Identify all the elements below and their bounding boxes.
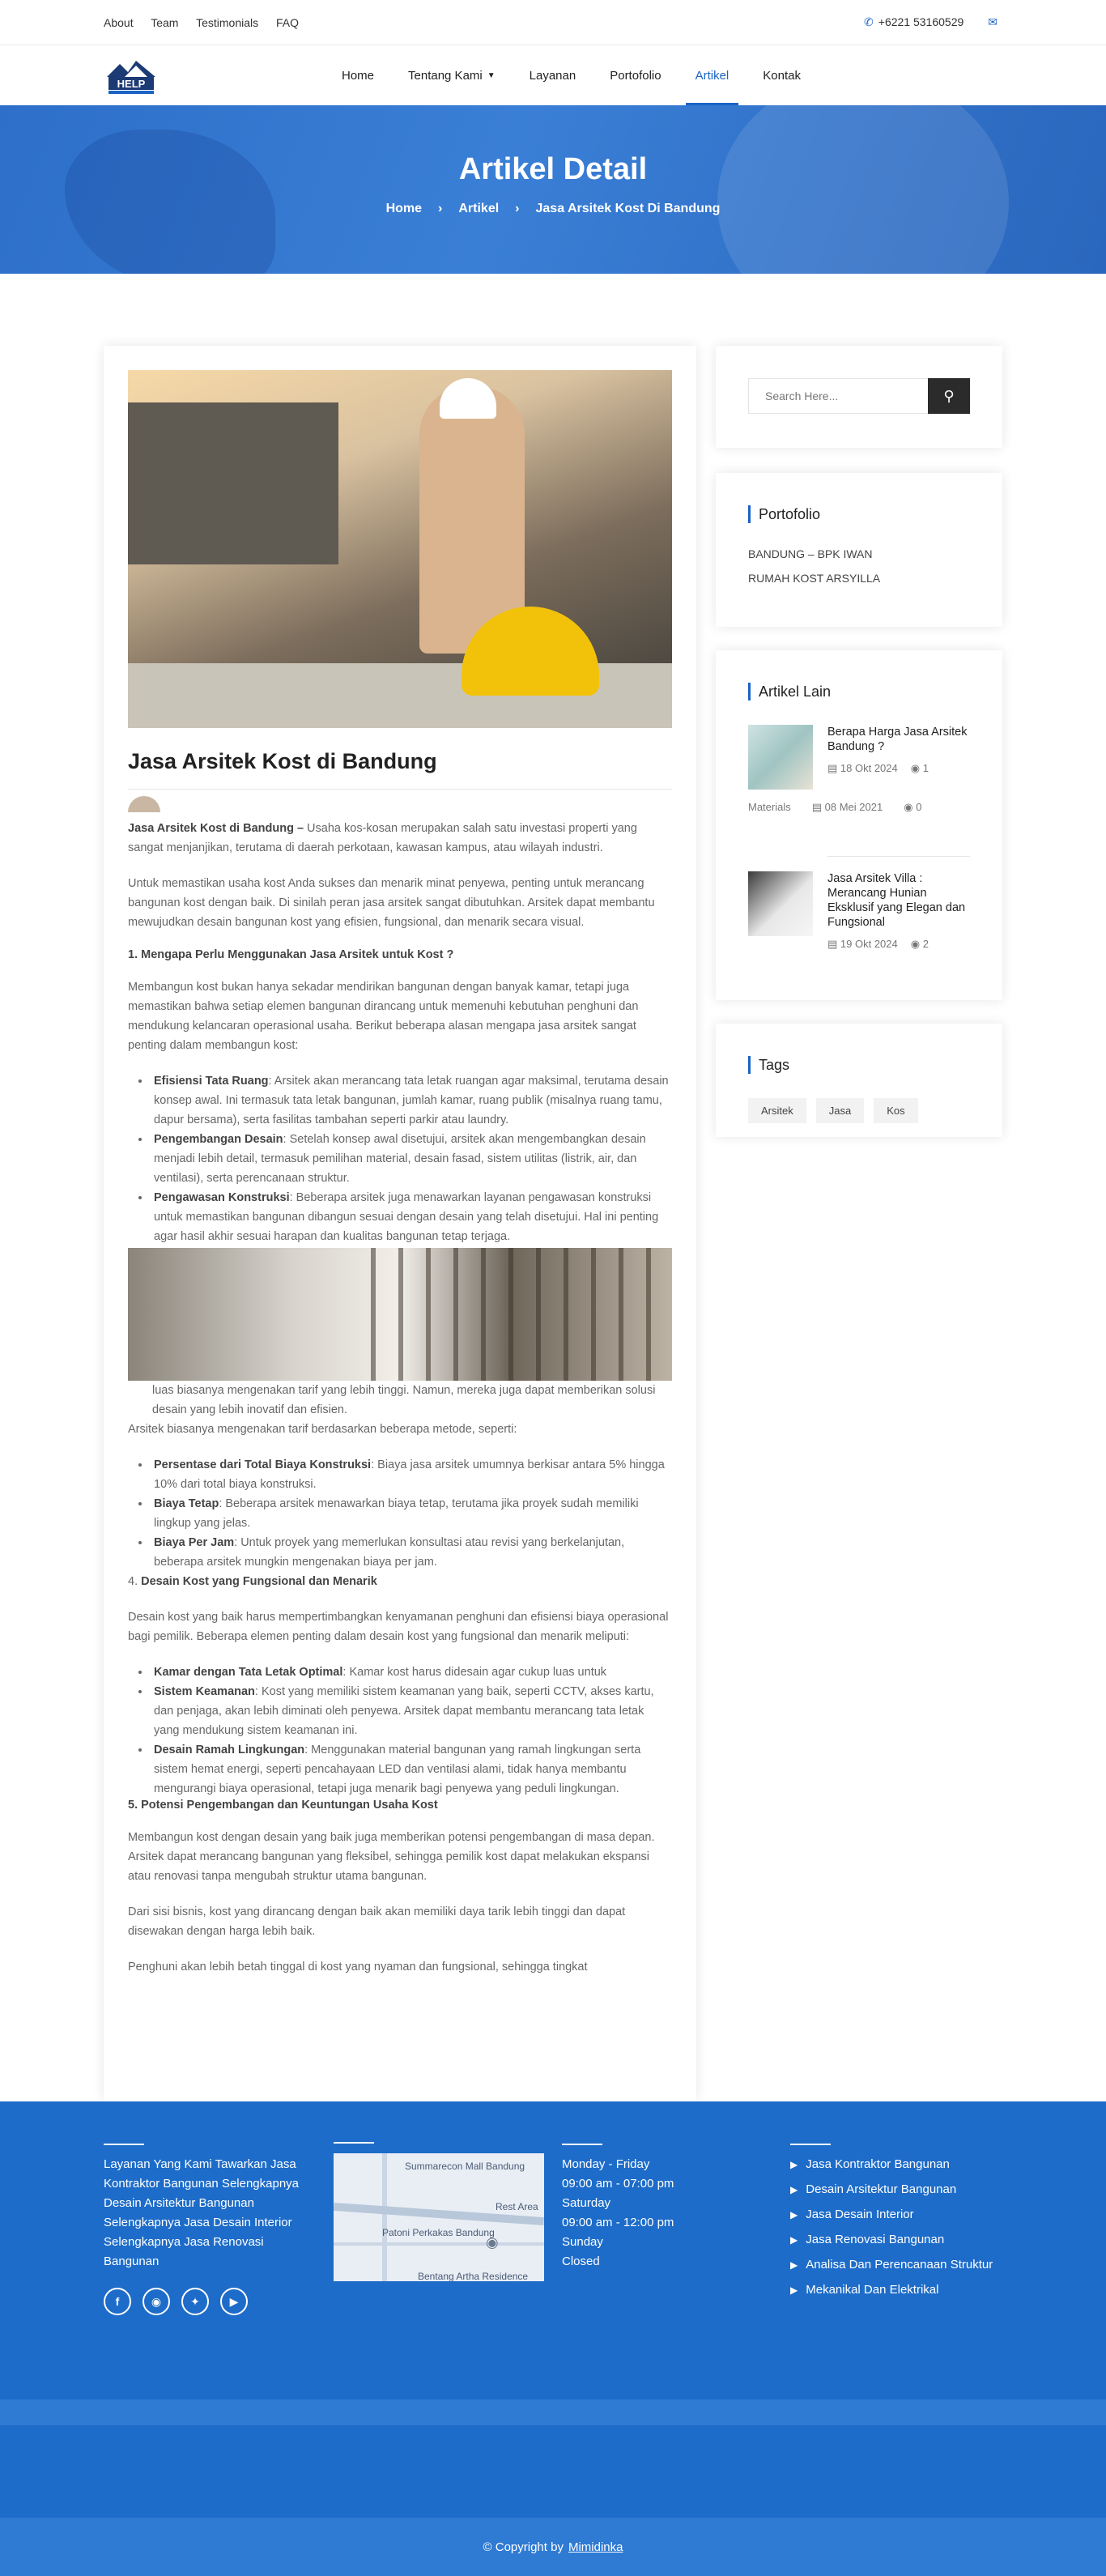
eye-icon: ◉ xyxy=(904,801,917,813)
chevron-right-icon: ▶ xyxy=(790,2184,798,2195)
service-label: Mekanikal Dan Elektrikal xyxy=(806,2283,939,2297)
view-count xyxy=(911,762,929,775)
nav-tentang-kami-label: Tentang Kami xyxy=(408,68,483,83)
article-card xyxy=(104,346,696,2101)
list-item-bold: Desain Ramah Lingkungan xyxy=(154,1744,305,1756)
related-article-title[interactable]: Jasa Arsitek Villa : Merancang Hunian Eksklusif yang Elegan dan Fungsional xyxy=(827,872,966,929)
footer-hours xyxy=(562,2155,674,2272)
list-item xyxy=(151,1740,672,1799)
service-label: Desain Arsitektur Bangunan xyxy=(806,2182,957,2196)
main-nav xyxy=(342,45,801,105)
footer-map xyxy=(334,2153,544,2281)
map-pin-icon: ◉ xyxy=(486,2234,499,2250)
map-label: Rest Area xyxy=(496,2201,538,2212)
social-links xyxy=(104,2288,314,2315)
company-logo[interactable] xyxy=(104,56,159,95)
nav-tentang-kami[interactable] xyxy=(408,45,496,105)
list-item-text: : Biaya jasa arsitek umumnya berkisar antara 5% hingga 10% dari total biaya konstruksi. xyxy=(154,1458,665,1491)
divider xyxy=(104,2144,144,2145)
related-article[interactable] xyxy=(748,725,970,790)
design-list xyxy=(151,1663,672,1799)
article-paragraph: Penghuni akan lebih betah tinggal di kost yang nyaman dan fungsional, sehingga tingkat xyxy=(128,1961,588,1974)
top-link-about[interactable]: About xyxy=(104,15,134,29)
chevron-right-icon: ▶ xyxy=(790,2234,798,2246)
footer-band xyxy=(0,2399,1106,2425)
nav-home[interactable]: Home xyxy=(342,68,375,83)
tag[interactable]: Arsitek xyxy=(748,1098,806,1123)
map-label: Summarecon Mall Bandung xyxy=(405,2161,525,2172)
phone-number: +6221 53160529 xyxy=(878,15,964,28)
hours-line: Monday - Friday xyxy=(562,2157,650,2171)
list-item xyxy=(151,1455,672,1494)
portfolio-widget xyxy=(716,473,1002,627)
service-label: Jasa Renovasi Bangunan xyxy=(806,2233,945,2246)
article-inline-image xyxy=(128,1248,672,1381)
calendar-icon: ▤ xyxy=(827,938,840,950)
article-paragraph: Untuk memastikan usaha kost Anda sukses dan menarik minat penyewa, penting untuk merancang bangunan kost dengan baik. Di sinilah peran jasa arsitek sangat dibutuhkan. Arsitek dapat membantu mewujudkan desain bangunan kost yang efisien, fungsional, dan menarik secara visual. xyxy=(128,877,655,929)
list-item xyxy=(151,1663,672,1682)
chevron-down-icon: ▼ xyxy=(487,70,496,80)
section-heading: 5. Potensi Pengembangan dan Keuntungan Usaha Kost xyxy=(128,1799,438,1812)
list-item-text: : Kamar kost harus didesain agar cukup luas untuk xyxy=(342,1666,607,1679)
map-label: Patoni Perkakas Bandung xyxy=(382,2227,495,2238)
breadcrumb xyxy=(0,202,1106,216)
list-item-bold: Kamar dengan Tata Letak Optimal xyxy=(154,1666,343,1679)
twitter-icon[interactable]: ✦ xyxy=(181,2288,209,2315)
instagram-icon[interactable]: ◉ xyxy=(143,2288,170,2315)
chevron-right-icon: › xyxy=(515,202,520,215)
list-item-text: : Kost yang memiliki sistem keamanan yang baik, seperti CCTV, akses kartu, dan penjaga, akan lebih diminati oleh penyewa. Arsitek dapat membantu merancang tata letak yang mendukung sistem keamanan ini. xyxy=(154,1685,654,1737)
nav-layanan[interactable]: Layanan xyxy=(529,68,576,83)
nav-portofolio[interactable]: Portofolio xyxy=(610,68,661,83)
divider xyxy=(790,2144,831,2145)
list-item xyxy=(151,1188,672,1246)
tag[interactable]: Jasa xyxy=(816,1098,864,1123)
eye-icon: ◉ xyxy=(910,762,923,774)
portfolio-link[interactable]: BANDUNG – BPK IWAN xyxy=(748,547,873,560)
calendar-icon: ▤ xyxy=(811,801,825,813)
list-item-text: : Setelah konsep awal disetujui, arsitek akan mengembangkan desain menjadi lebih detail, termasuk pemilihan material, desain fasad, sistem utilitas (listrik, air, dan ventilasi), serta perencanaan struktur. xyxy=(154,1133,646,1185)
post-date xyxy=(827,938,898,951)
portfolio-link[interactable]: RUMAH KOST ARSYILLA xyxy=(748,572,881,585)
article-paragraph: Arsitek biasanya mengenakan tarif berdasarkan beberapa metode, seperti: xyxy=(128,1423,517,1436)
article-paragraph: luas biasanya mengenakan tarif yang lebih tinggi. Namun, mereka juga dapat memberikan solusi desain yang lebih inovatif dan efisien. xyxy=(152,1384,656,1416)
list-item xyxy=(151,1533,672,1572)
footer-service-link[interactable] xyxy=(790,2230,993,2250)
list-item-bold: Sistem Keamanan xyxy=(154,1685,255,1698)
footer-services xyxy=(790,2155,993,2306)
list-item-text: : Untuk proyek yang memerlukan konsultasi atau revisi yang berkelanjutan, beberapa arsitek mungkin mengenakan biaya per jam. xyxy=(154,1536,625,1569)
post-date xyxy=(827,762,898,775)
related-article[interactable] xyxy=(748,871,970,951)
facebook-icon[interactable]: f xyxy=(104,2288,131,2315)
main-navbar xyxy=(0,45,1106,105)
breadcrumb-home[interactable]: Home xyxy=(385,202,423,215)
top-link-testimonials[interactable]: Testimonials xyxy=(196,15,259,29)
divider xyxy=(562,2144,602,2145)
article-hero-image xyxy=(128,370,672,728)
tag[interactable]: Kos xyxy=(874,1098,917,1123)
fee-list xyxy=(151,1455,672,1572)
map-label: Bentang Artha Residence xyxy=(418,2271,529,2281)
reasons-list xyxy=(151,1071,672,1246)
view-count xyxy=(911,938,929,951)
search-icon: ⚲ xyxy=(943,387,955,404)
tags-widget xyxy=(716,1024,1002,1137)
list-item-text: : Menggunakan material bangunan yang ramah lingkungan serta sistem hemat energi, seperti pencahayaan LED dan ventilasi alami, tidak hanya membantu mengurangi biaya operasional, tetapi juga menarik bagi penyewa yang peduli lingkungan. xyxy=(154,1744,641,1795)
mail-icon[interactable]: ✉ xyxy=(988,15,998,28)
author-avatar xyxy=(128,796,160,812)
footer-service-link[interactable] xyxy=(790,2205,993,2225)
section-heading-text: Desain Kost yang Fungsional dan Menarik xyxy=(141,1575,377,1588)
top-links xyxy=(104,16,313,29)
article-thumbnail[interactable] xyxy=(748,871,813,936)
list-item xyxy=(151,1130,672,1188)
article-paragraph: Desain kost yang baik harus mempertimbangkan kenyamanan penghuni dan efisiensi biaya operasional bagi pemilik. Beberapa elemen penting dalam desain kost yang fungsional dan menarik meliputi: xyxy=(128,1611,669,1643)
page-title: Artikel Detail xyxy=(458,152,648,186)
chevron-right-icon: ▶ xyxy=(790,2284,798,2296)
list-item-text: : Arsitek akan merancang tata letak ruangan agar maksimal, terutama desain konsep awal. Ini termasuk tata letak bangunan, jumlah kamar, ruang publik (misalnya ruang tamu, dapur bersama), serta fasilitas tambahan seperti parkir atau laundry. xyxy=(154,1075,669,1126)
copyright-link[interactable]: Mimidinka xyxy=(568,2540,623,2554)
footer-about-text: Layanan Yang Kami Tawarkan Jasa Kontraktor Bangunan Selengkapnya Desain Arsitektur Bangunan Selengkapnya Jasa Desain Interior Selengkapnya Jasa Renovasi Bangunan xyxy=(104,2157,300,2268)
list-item xyxy=(151,1682,672,1740)
footer-service-link[interactable] xyxy=(790,2155,993,2174)
eye-icon: ◉ xyxy=(910,938,923,950)
article-thumbnail[interactable] xyxy=(748,725,813,790)
calendar-icon: ▤ xyxy=(827,762,840,774)
intro-text: Usaha kos-kosan merupakan salah satu investasi properti yang sangat menjanjikan, terutama di daerah perkotaan, kawasan kampus, atau wilayah industri. xyxy=(128,822,637,854)
copyright-text: © Copyright by xyxy=(483,2540,564,2554)
search-widget xyxy=(716,346,1002,448)
search-button[interactable] xyxy=(928,378,970,414)
service-label: Jasa Kontraktor Bangunan xyxy=(806,2157,950,2171)
breadcrumb-current: Jasa Arsitek Kost Di Bandung xyxy=(535,202,721,215)
top-link-faq[interactable]: FAQ xyxy=(276,15,300,29)
article-intro xyxy=(128,819,672,858)
article-paragraph: Membangun kost bukan hanya sekadar mendirikan bangunan dengan banyak kamar, tetapi juga memastikan bahwa setiap elemen bangunan dirancang untuk memenuhi kebutuhan penghuni dan mendukung kelancaran operasional usaha. Berikut beberapa alasan mengapa jasa arsitek sangat penting dalam membangun kost: xyxy=(128,981,639,1052)
chevron-right-icon: ▶ xyxy=(790,2259,798,2271)
hours-line: Sunday xyxy=(562,2235,603,2249)
widget-title: Portofolio xyxy=(748,505,970,523)
post-date xyxy=(812,801,883,814)
list-item-text: : Beberapa arsitek juga menawarkan layanan pengawasan konstruksi untuk memastikan bangunan dibangun sesuai dengan desain yang telah disetujui. Hal ini penting agar hasil akhir sesuai harapan dan kualitas bangunan tetap terjaga. xyxy=(154,1191,659,1243)
page-hero xyxy=(0,105,1106,274)
service-label: Jasa Desain Interior xyxy=(806,2208,914,2221)
list-item-bold: Pengembangan Desain xyxy=(154,1133,283,1146)
post-date-text: 19 Okt 2024 xyxy=(840,938,898,950)
search-input[interactable]: Search Here... xyxy=(748,378,928,414)
nav-artikel[interactable]: Artikel xyxy=(696,45,730,105)
top-bar xyxy=(0,0,1106,45)
list-item-bold: Biaya Tetap xyxy=(154,1497,219,1510)
related-articles-widget xyxy=(716,650,1002,1000)
article-paragraph: Dari sisi bisnis, kost yang dirancang dengan baik akan memiliki daya tarik lebih tinggi dan dapat disewakan dengan harga lebih baik. xyxy=(128,1905,626,1938)
post-date-text: 18 Okt 2024 xyxy=(840,762,898,774)
phone-link[interactable] xyxy=(864,15,963,29)
view-count-text: 2 xyxy=(922,938,929,950)
chevron-right-icon: ▶ xyxy=(790,2159,798,2170)
widget-title: Tags xyxy=(748,1056,970,1074)
footer-service-link[interactable] xyxy=(790,2280,993,2300)
materials-row xyxy=(748,801,970,814)
widget-title: Artikel Lain xyxy=(748,683,970,700)
list-item xyxy=(151,1071,672,1130)
hours-line: Saturday xyxy=(562,2196,611,2210)
footer-service-link[interactable] xyxy=(790,2180,993,2199)
top-link-team[interactable]: Team xyxy=(151,15,179,29)
post-date-text: 08 Mei 2021 xyxy=(824,801,883,813)
list-item xyxy=(151,1494,672,1533)
article-meta xyxy=(827,762,970,775)
hours-line: 09:00 am - 07:00 pm xyxy=(562,2177,674,2191)
materials-label[interactable]: Materials xyxy=(748,801,791,813)
divider xyxy=(827,856,970,857)
section-number: 4. xyxy=(128,1575,142,1588)
hours-line: 09:00 am - 12:00 pm xyxy=(562,2216,674,2229)
service-label: Analisa Dan Perencanaan Struktur xyxy=(806,2258,993,2272)
view-count-text: 1 xyxy=(922,762,929,774)
list-item-text: : Beberapa arsitek menawarkan biaya tetap, terutama jika proyek sudah memiliki lingkup yang jelas. xyxy=(154,1497,639,1530)
youtube-icon[interactable]: ▶ xyxy=(220,2288,248,2315)
related-article-title[interactable]: Berapa Harga Jasa Arsitek Bandung ? xyxy=(827,726,968,753)
section-heading xyxy=(128,1572,672,1591)
section-heading: 1. Mengapa Perlu Menggunakan Jasa Arsitek untuk Kost ? xyxy=(128,948,454,961)
breadcrumb-artikel[interactable]: Artikel xyxy=(458,202,500,215)
chevron-right-icon: ▶ xyxy=(790,2209,798,2220)
copyright-bar xyxy=(0,2518,1106,2576)
search-form xyxy=(748,378,970,414)
svg-text:HELP: HELP xyxy=(117,78,146,90)
hours-line: Closed xyxy=(562,2255,600,2268)
nav-kontak[interactable]: Kontak xyxy=(763,68,801,83)
divider xyxy=(128,789,672,790)
chevron-right-icon: › xyxy=(438,202,443,215)
list-item-bold: Biaya Per Jam xyxy=(154,1536,235,1549)
tag-list xyxy=(748,1098,970,1123)
phone-icon: ✆ xyxy=(864,15,874,28)
list-item-bold: Pengawasan Konstruksi xyxy=(154,1191,290,1204)
site-footer xyxy=(0,2101,1106,2576)
footer-service-link[interactable] xyxy=(790,2255,993,2275)
footer-about xyxy=(104,2155,314,2315)
divider xyxy=(334,2142,374,2144)
view-count xyxy=(904,801,921,814)
location-map[interactable] xyxy=(334,2153,544,2281)
article-title: Jasa Arsitek Kost di Bandung xyxy=(128,749,437,773)
view-count-text: 0 xyxy=(916,801,922,813)
list-item-bold: Persentase dari Total Biaya Konstruksi xyxy=(154,1458,372,1471)
article-meta xyxy=(827,938,970,951)
list-item-bold: Efisiensi Tata Ruang xyxy=(154,1075,269,1088)
article-paragraph: Membangun kost dengan desain yang baik juga memberikan potensi pengembangan di masa depan. Arsitek dapat merancang bangunan yang fleksibel, sehingga pemilik kost dapat melakukan ekspansi atau renovasi tanpa mengubah struktur utama bangunan. xyxy=(128,1831,655,1883)
intro-bold: Jasa Arsitek Kost di Bandung – xyxy=(128,822,304,835)
top-contact xyxy=(864,15,1002,29)
